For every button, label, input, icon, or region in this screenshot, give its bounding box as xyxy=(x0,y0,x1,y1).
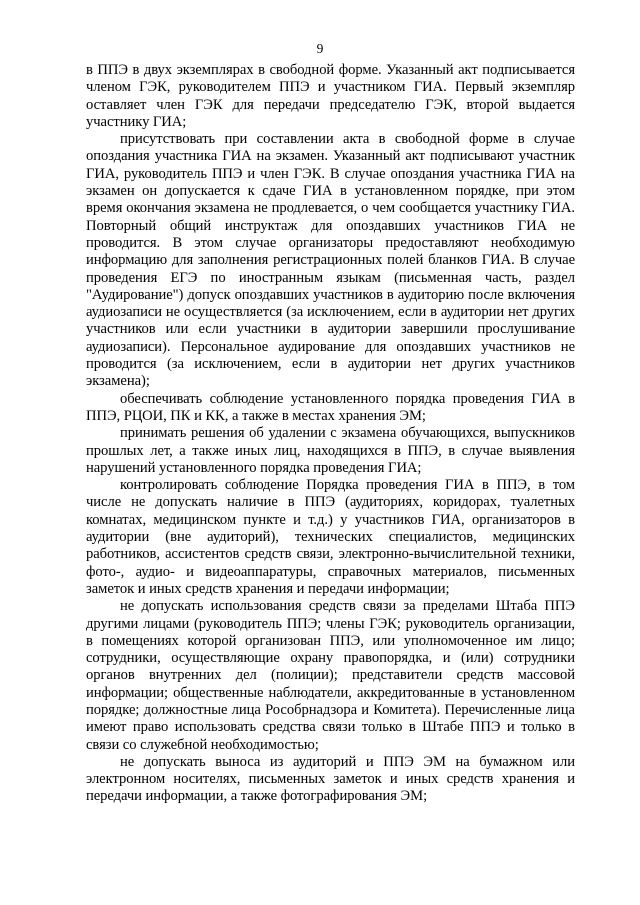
paragraph-no-removal-materials: не допускать выноса из аудиторий и ППЭ ЭМ на бумажном или электронном носителях, письменных заметок и иных средств хранения и передачи информации, а также фотографирования ЭМ; xyxy=(86,753,575,805)
paragraph-communication-means: не допускать использования средств связи за пределами Штаба ППЭ другими лицами (руководитель ППЭ; члены ГЭК; руководитель организации, в помещениях которой организован ППЭ, или уполномоченное им лицо; сотрудники, осуществляющие охрану правопорядка, и (или) сотрудники органов внутренних дел (полиции); представители средств массовой информации; общественные наблюдатели, аккредитованные в установленном порядке; должностные лица Рособрнадзора и Комитета). Перечисленные лица имеют право использовать средства связи только в Штабе ППЭ и только в связи со служебной необходимостью; xyxy=(86,598,575,753)
page-number: 9 xyxy=(316,41,324,56)
document-body xyxy=(86,62,575,806)
paragraph-control-compliance: контролировать соблюдение Порядка проведения ГИА в ППЭ, в том числе не допускать наличие в ППЭ (аудиториях, коридорах, туалетных комнатах, медицинском пункте и т.д.) у участников ГИА, организаторов в аудитории (вне аудиторий), технических специалистов, медицинских работников, ассистентов средств связи, электронно-вычислительной техники, фото-, аудио- и видеоаппаратуры, справочных материалов, письменных заметок и иных средств хранения и передачи информации; xyxy=(86,477,575,597)
paragraph-late-participant: присутствовать при составлении акта в свободной форме в случае опоздания участника ГИА на экзамен. Указанный акт подписывают участник ГИА, руководитель ППЭ и член ГЭК. В случае опоздания участника ГИА на экзамен он допускается к сдаче ГИА в установленном порядке, при этом время окончания экзамена не продлевается, о чем сообщается участнику ГИА. Повторный общий инструктаж для опоздавших участников ГИА не проводится. В этом случае организаторы предоставляют необходимую информацию для заполнения регистрационных полей бланков ГИА. В случае проведения ЕГЭ по иностранным языкам (письменная часть, раздел "Аудирование") допуск опоздавших участников в аудиторию после включения аудиозаписи не осуществляется (за исключением, если в аудитории нет других участников или если участники в аудитории завершили прослушивание аудиозаписи). Персональное аудирование для опоздавших участников не проводится (за исключением, если в аудитории нет других участников экзамена); xyxy=(86,131,575,390)
paragraph-removal-decisions: принимать решения об удалении с экзамена обучающихся, выпускников прошлых лет, а также иных лиц, находящихся в ППЭ, в случае выявления нарушений установленного порядка проведения ГИА; xyxy=(86,425,575,476)
paragraph-act-copies: в ППЭ в двух экземплярах в свободной форме. Указанный акт подписывается членом ГЭК, руководителем ППЭ и участником ГИА. Первый экземпляр оставляет член ГЭК для передачи председателю ГЭК, второй выдается участнику ГИА; xyxy=(86,62,575,130)
paragraph-ensure-procedure: обеспечивать соблюдение установленного порядка проведения ГИА в ППЭ, РЦОИ, ПК и КК, а также в местах хранения ЭМ; xyxy=(86,390,575,424)
